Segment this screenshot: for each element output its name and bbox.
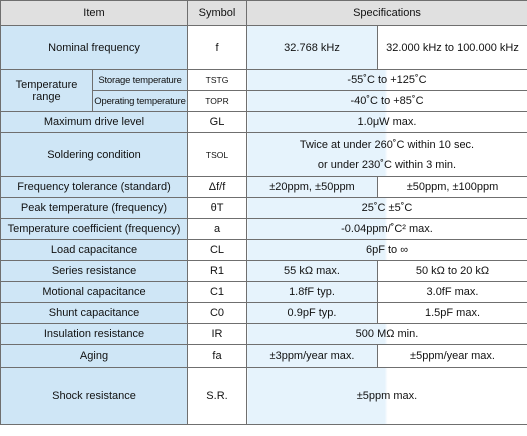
table-row [1,345,527,368]
table-row [1,368,527,425]
spec-series-resistance-a: 55 kΩ max. [247,261,378,282]
item-max-drive-level: Maximum drive level [1,112,188,133]
symbol-storage-temperature: TSTG [188,70,247,91]
spec-shock-resistance: ±5ppm max. [247,368,527,425]
spec-frequency-tolerance-a: ±20ppm, ±50ppm [247,177,378,198]
spec-aging-a: ±3ppm/year max. [247,345,378,368]
spec-nominal-frequency-b: 32.000 kHz to 100.000 kHz [378,26,527,70]
spec-insulation-resistance: 500 MΩ min. [247,324,527,345]
spec-load-capacitance: 6pF to ∞ [247,240,527,261]
spec-peak-temperature: 25˚C ±5˚C [247,198,527,219]
item-soldering-condition: Soldering condition [1,133,188,177]
header-specifications: Specifications [247,1,527,26]
item-aging: Aging [1,345,188,368]
table-row [1,112,527,133]
table-row [1,240,527,261]
symbol-series-resistance: R1 [188,261,247,282]
symbol-shunt-capacitance: C0 [188,303,247,324]
symbol-soldering-condition: TSOL [188,133,247,177]
table-row [1,177,527,198]
symbol-peak-temperature: θT [188,198,247,219]
table-row [1,282,527,303]
symbol-frequency-tolerance: Δf/f [188,177,247,198]
item-operating-temperature: Operating temperature [93,91,188,112]
spec-nominal-frequency-a: 32.768 kHz [247,26,378,70]
spec-shunt-capacitance-a: 0.9pF typ. [247,303,378,324]
table-row [1,26,527,70]
spec-motional-capacitance-b: 3.0fF max. [378,282,527,303]
item-load-capacitance: Load capacitance [1,240,188,261]
spec-temperature-coefficient: -0.04ppm/˚C² max. [247,219,527,240]
item-nominal-frequency: Nominal frequency [1,26,188,70]
spec-soldering-condition [247,133,527,177]
item-storage-temperature: Storage temperature [93,70,188,91]
symbol-temperature-coefficient: a [188,219,247,240]
header-row [1,1,527,26]
spec-frequency-tolerance-b: ±50ppm, ±100ppm [378,177,527,198]
spec-aging-b: ±5ppm/year max. [378,345,527,368]
item-series-resistance: Series resistance [1,261,188,282]
table-row [1,70,527,91]
item-temperature-coefficient: Temperature coefficient (frequency) [1,219,188,240]
spec-storage-temperature: -55˚C to +125˚C [247,70,527,91]
header-symbol: Symbol [188,1,247,26]
item-temperature-range: Temperature range [1,70,93,112]
symbol-insulation-resistance: IR [188,324,247,345]
item-frequency-tolerance: Frequency tolerance (standard) [1,177,188,198]
item-shunt-capacitance: Shunt capacitance [1,303,188,324]
item-insulation-resistance: Insulation resistance [1,324,188,345]
spec-soldering-line1: Twice at under 260˚C within 10 sec. [299,138,475,151]
symbol-nominal-frequency: f [188,26,247,70]
item-motional-capacitance: Motional capacitance [1,282,188,303]
symbol-max-drive-level: GL [188,112,247,133]
item-peak-temperature: Peak temperature (frequency) [1,198,188,219]
item-shock-resistance: Shock resistance [1,368,188,425]
spec-shunt-capacitance-b: 1.5pF max. [378,303,527,324]
spec-series-resistance-b: 50 kΩ to 20 kΩ [378,261,527,282]
table-row [1,133,527,177]
symbol-aging: fa [188,345,247,368]
table-row [1,198,527,219]
table-row [1,261,527,282]
symbol-shock-resistance: S.R. [188,368,247,425]
table-row [1,303,527,324]
symbol-operating-temperature: TOPR [188,91,247,112]
table-row [1,219,527,240]
spec-max-drive-level: 1.0μW max. [247,112,527,133]
spec-motional-capacitance-a: 1.8fF typ. [247,282,378,303]
symbol-motional-capacitance: C1 [188,282,247,303]
symbol-load-capacitance: CL [188,240,247,261]
spec-operating-temperature: -40˚C to +85˚C [247,91,527,112]
spec-soldering-line2: or under 230˚C within 3 min. [317,158,457,171]
header-item: Item [1,1,188,26]
table-row [1,324,527,345]
